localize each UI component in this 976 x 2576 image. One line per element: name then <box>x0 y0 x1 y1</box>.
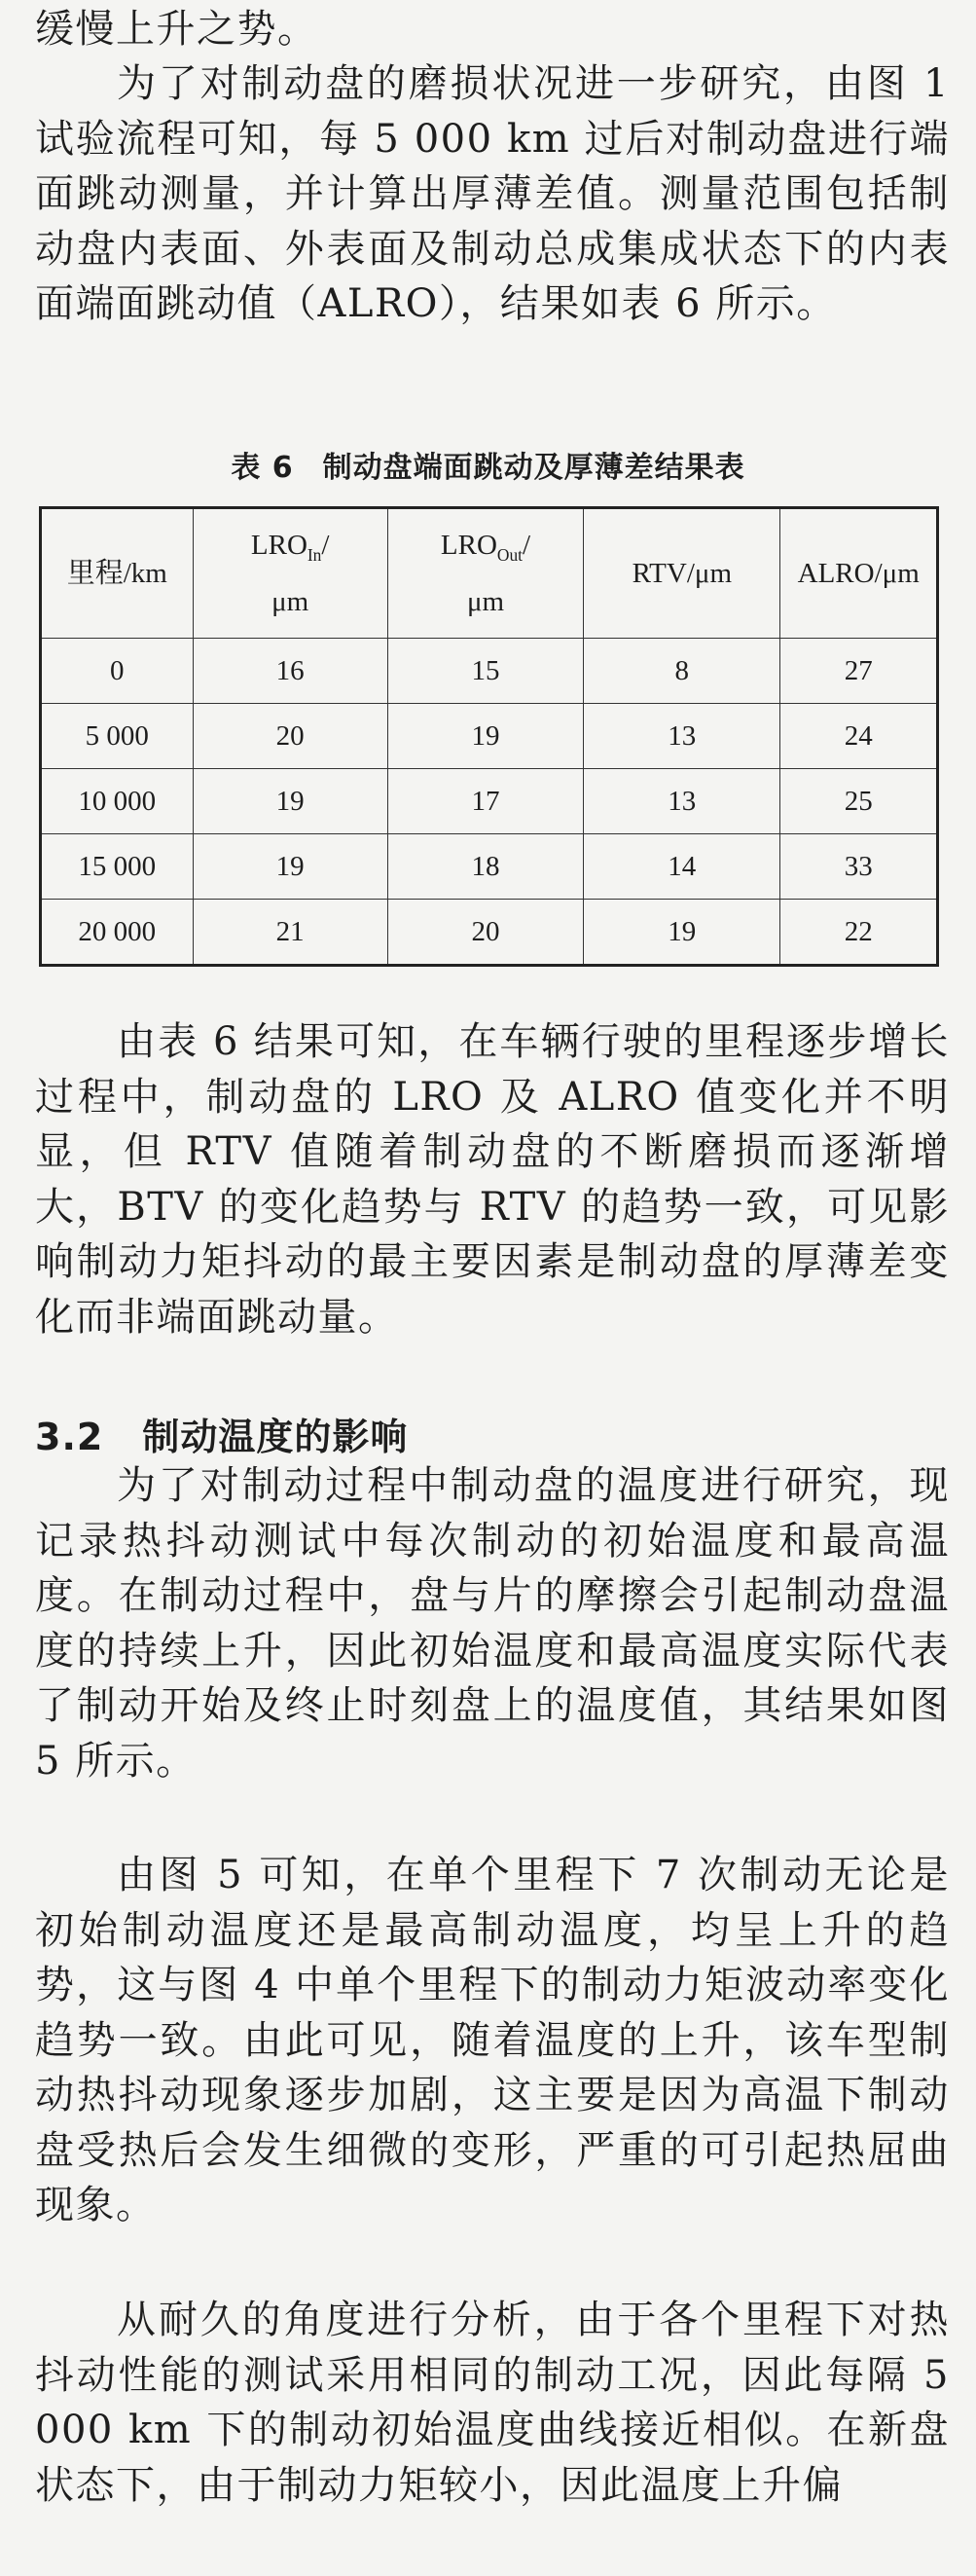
section-title: 制动温度的影响 <box>142 1416 409 1458</box>
cell-rtv: 19 <box>584 900 780 966</box>
cell-alro: 22 <box>780 900 938 966</box>
paragraph-temperature-study: 为了对制动过程中制动盘的温度进行研究，现记录热抖动测试中每次制动的初始温度和最高温度。在制动过程中，盘与片的摩擦会引起制动盘温度的持续上升，因此初始温度和最高温度实际代表了制动开始及终止时刻盘上的温度值，其结果如图 5 所示。 <box>35 1463 950 1784</box>
paragraph-table-analysis: 由表 6 结果可知，在车辆行驶的里程逐步增长过程中，制动盘的 LRO 及 ALRO 值变化并不明显，但 RTV 值随着制动盘的不断磨损而逐渐增大，BTV 的变化趋势与 RTV 的趋势一致，可见影响制动力矩抖动的最主要因素是制动盘的厚薄差变化而非端面跳动量。 <box>35 1019 950 1340</box>
section-number: 3.2 <box>35 1416 104 1458</box>
cell-lro-in: 21 <box>193 900 387 966</box>
cell-alro: 33 <box>780 834 938 900</box>
cell-alro: 24 <box>780 704 938 769</box>
cell-lro-out: 17 <box>387 769 583 834</box>
cell-rtv: 8 <box>584 639 780 704</box>
cell-alro: 27 <box>780 639 938 704</box>
header-lro-out: $LRO_{Out}/$ μm <box>387 508 583 639</box>
cell-mileage: 0 <box>41 639 194 704</box>
cell-lro-out: 15 <box>387 639 583 704</box>
cell-lro-in: 19 <box>193 834 387 900</box>
header-lro-in-sub: In <box>307 544 322 565</box>
cell-lro-in: 20 <box>193 704 387 769</box>
section-heading <box>35 1407 408 1460</box>
cell-lro-out: 19 <box>387 704 583 769</box>
table-caption-title: 制动盘端面跳动及厚薄差结果表 <box>322 451 745 485</box>
header-lro-out-main: LRO <box>440 530 497 562</box>
cell-mileage: 20 000 <box>41 900 194 966</box>
table-row <box>41 769 938 834</box>
header-lro-in: $LRO_{In}/$ μm <box>193 508 387 639</box>
paragraph-continued: 缓慢上升之势。 <box>35 7 318 52</box>
paragraph-figure5-analysis: 由图 5 可知，在单个里程下 7 次制动无论是初始制动温度还是最高制动温度，均呈上升的趋势，这与图 4 中单个里程下的制动力矩波动率变化趋势一致。由此可见，随着温度的上升，该车型制动热抖动现象逐步加剧，这主要是因为高温下制动盘受热后会发生细微的变形，严重的可引起热屈曲现象。 <box>35 1853 950 2227</box>
runout-results-table <box>39 506 939 967</box>
table-header-row <box>41 508 938 639</box>
table-row <box>41 639 938 704</box>
cell-mileage: 5 000 <box>41 704 194 769</box>
header-mileage: 里程/km <box>41 508 194 639</box>
table-row <box>41 900 938 966</box>
paragraph-runout-measurement: 为了对制动盘的磨损状况进一步研究，由图 1 试验流程可知，每 5 000 km 过后对制动盘进行端面跳动测量，并计算出厚薄差值。测量范围包括制动盘内表面、外表面及制动总成集成状态下的内表面端面跳动值（ALRO），结果如表 6 所示。 <box>35 61 950 326</box>
cell-lro-out: 20 <box>387 900 583 966</box>
cell-alro: 25 <box>780 769 938 834</box>
cell-mileage: 10 000 <box>41 769 194 834</box>
header-lro-out-sub: Out <box>496 544 524 565</box>
cell-lro-in: 16 <box>193 639 387 704</box>
cell-lro-out: 18 <box>387 834 583 900</box>
cell-rtv: 14 <box>584 834 780 900</box>
header-lro-in-main: LRO <box>250 530 307 562</box>
table-row <box>41 834 938 900</box>
header-rtv: RTV/μm <box>584 508 780 639</box>
header-lro-in-unit: μm <box>271 585 309 617</box>
cell-rtv: 13 <box>584 704 780 769</box>
cell-lro-in: 19 <box>193 769 387 834</box>
cell-mileage: 15 000 <box>41 834 194 900</box>
header-alro: ALRO/μm <box>780 508 938 639</box>
header-lro-out-unit: μm <box>466 585 505 617</box>
cell-rtv: 13 <box>584 769 780 834</box>
table-caption <box>0 443 976 486</box>
paragraph-durability-analysis: 从耐久的角度进行分析，由于各个里程下对热抖动性能的测试采用相同的制动工况，因此每隔 5 000 km 下的制动初始温度曲线接近相似。在新盘状态下，由于制动力矩较小，因此温度上升偏 <box>35 2298 950 2508</box>
table-caption-number: 表 6 <box>231 451 294 485</box>
table-row <box>41 704 938 769</box>
